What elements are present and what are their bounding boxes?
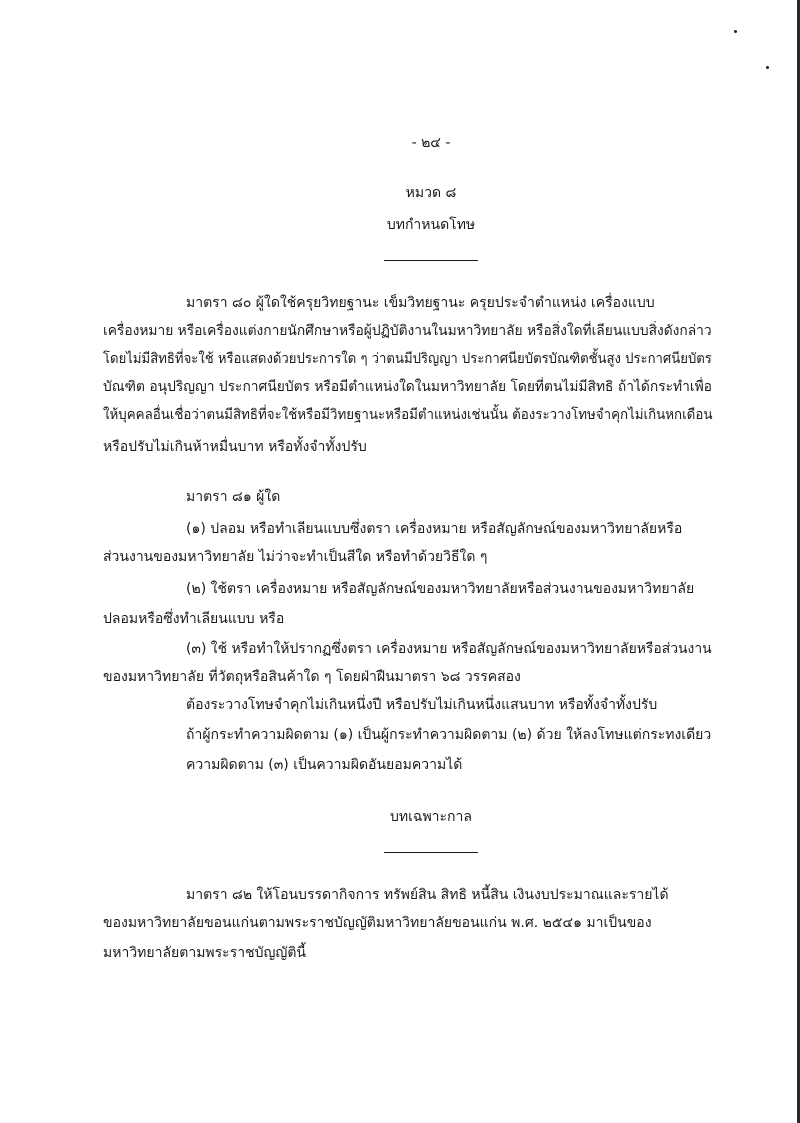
- chapter-divider: [384, 260, 478, 261]
- page-number: - ๒๔ -: [411, 135, 451, 151]
- section-81-heading: มาตรา ๘๑ ผู้ใด: [186, 489, 281, 505]
- chapter-subtitle: บทกำหนดโทษ: [386, 217, 476, 233]
- transitional-divider: [384, 852, 478, 853]
- section-81-line: ถ้าผู้กระทำความผิดตาม (๑) เป็นผู้กระทำความผิดตาม (๒) ด้วย ให้ลงโทษแต่กระทงเดียว: [186, 727, 712, 743]
- scan-speck: [766, 66, 769, 69]
- section-81-line: ส่วนงานของมหาวิทยาลัย ไม่ว่าจะทำเป็นสีใด หรือทำด้วยวิธีใด ๆ: [103, 549, 488, 565]
- section-81-line: (๓) ใช้ หรือทำให้ปรากฏซึ่งตรา เครื่องหมาย หรือสัญลักษณ์ของมหาวิทยาลัยหรือส่วนงาน: [186, 641, 712, 657]
- section-81-line: (๒) ใช้ตรา เครื่องหมาย หรือสัญลักษณ์ของมหาวิทยาลัยหรือส่วนงานของมหาวิทยาลัย: [186, 581, 695, 597]
- section-81-line: ความผิดตาม (๓) เป็นความผิดอันยอมความได้: [186, 757, 463, 773]
- chapter-title: หมวด ๘: [405, 185, 457, 201]
- section-81-line: ของมหาวิทยาลัย ที่วัตถุหรือสินค้าใด ๆ โดยฝ่าฝืนมาตรา ๖๘ วรรคสอง: [103, 669, 521, 685]
- section-81-line: ต้องระวางโทษจำคุกไม่เกินหนึ่งปี หรือปรับไม่เกินหนึ่งแสนบาท หรือทั้งจำทั้งปรับ: [186, 697, 658, 713]
- section-82-line: มหาวิทยาลัยตามพระราชบัญญัตินี้: [103, 945, 306, 961]
- section-80-line: บัณฑิต อนุปริญญา ประกาศนียบัตร หรือมีตำแหน่งใดในมหาวิทยาลัย โดยที่ตนไม่มีสิทธิ ถ้าได้กระทำเพื่อ: [103, 379, 712, 395]
- section-82-line: ของมหาวิทยาลัยขอนแก่นตามพระราชบัญญัติมหาวิทยาลัยขอนแก่น พ.ศ. ๒๕๔๑ มาเป็นของ: [103, 915, 652, 931]
- section-80-line: โดยไม่มีสิทธิที่จะใช้ หรือแสดงด้วยประการใด ๆ ว่าตนมีปริญญา ประกาศนียบัตรบัณฑิตชั้นสูง ประกาศนียบัตร: [103, 351, 712, 367]
- transitional-title: บทเฉพาะกาล: [390, 809, 472, 825]
- section-81-line: (๑) ปลอม หรือทำเลียนแบบซึ่งตรา เครื่องหมาย หรือสัญลักษณ์ของมหาวิทยาลัยหรือ: [186, 521, 683, 537]
- section-80-line: มาตรา ๘๐ ผู้ใดใช้ครุยวิทยฐานะ เข็มวิทยฐานะ ครุยประจำตำแหน่ง เครื่องแบบ: [186, 295, 655, 311]
- section-81-line: ปลอมหรือซึ่งทำเลียนแบบ หรือ: [103, 611, 285, 627]
- section-80-line: หรือปรับไม่เกินห้าหมื่นบาท หรือทั้งจำทั้งปรับ: [103, 439, 367, 455]
- section-80-line: เครื่องหมาย หรือเครื่องแต่งกายนักศึกษาหรือผู้ปฏิบัติงานในมหาวิทยาลัย หรือสิ่งใดที่เลียนแบบสิ่งดังกล่าว: [103, 323, 712, 339]
- section-82-line: มาตรา ๘๒ ให้โอนบรรดากิจการ ทรัพย์สิน สิทธิ หนี้สิน เงินงบประมาณและรายได้: [186, 887, 669, 903]
- scan-speck: [734, 30, 737, 33]
- section-80-line: ให้บุคคลอื่นเชื่อว่าตนมีสิทธิที่จะใช้หรือมีวิทยฐานะหรือมีตำแหน่งเช่นนั้น ต้องระวางโทษจำคุกไม่เกินหกเดือน: [103, 407, 713, 423]
